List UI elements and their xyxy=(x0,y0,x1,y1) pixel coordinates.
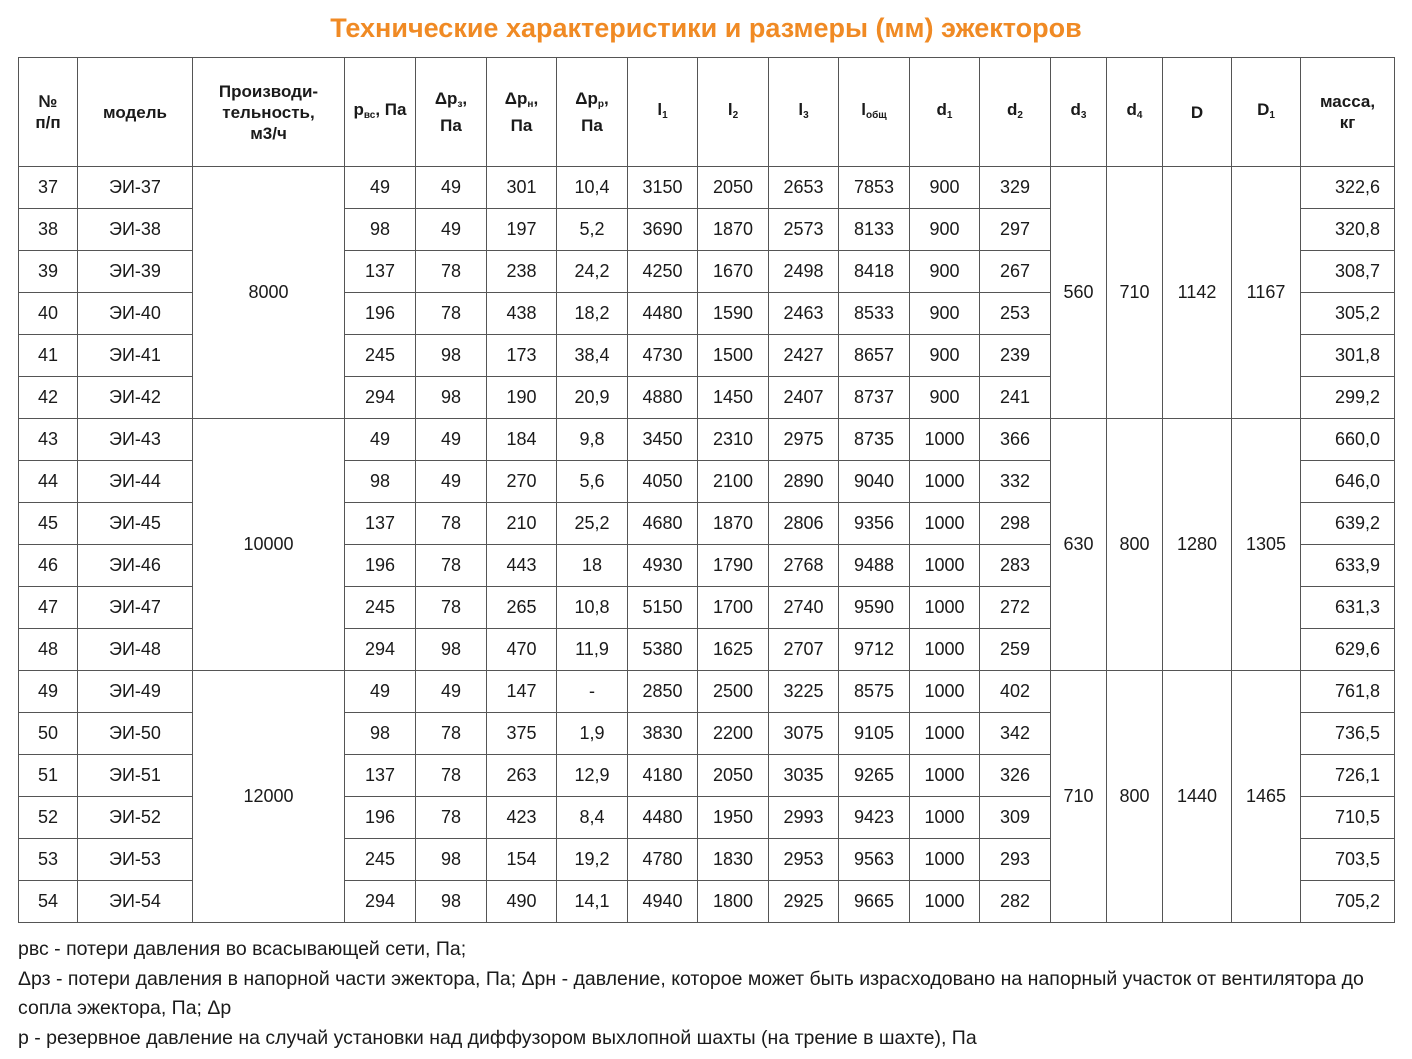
header-d1: $d_1$ xyxy=(910,58,980,167)
spec-table xyxy=(18,57,1395,923)
cell-num: 52 xyxy=(19,797,78,839)
cell-d2: 282 xyxy=(980,881,1051,923)
cell-l2: 2310 xyxy=(698,419,769,461)
cell-model: ЭИ-49 xyxy=(78,671,193,713)
cell-l3: 2463 xyxy=(769,293,839,335)
cell-dp-r: 24,2 xyxy=(557,251,628,293)
cell-p-vs: 49 xyxy=(345,671,416,713)
cell-l-total: 8575 xyxy=(839,671,910,713)
header-mass: масса, кг xyxy=(1301,58,1395,167)
cell-l1: 4050 xyxy=(628,461,698,503)
cell-num: 42 xyxy=(19,377,78,419)
cell-dp-z: 49 xyxy=(416,461,487,503)
cell-l2: 2500 xyxy=(698,671,769,713)
cell-l3: 2427 xyxy=(769,335,839,377)
cell-l3: 2925 xyxy=(769,881,839,923)
cell-p-vs: 98 xyxy=(345,209,416,251)
cell-p-vs: 294 xyxy=(345,629,416,671)
cell-l3: 2573 xyxy=(769,209,839,251)
cell-l1: 4930 xyxy=(628,545,698,587)
cell-l2: 1700 xyxy=(698,587,769,629)
cell-dp-z: 78 xyxy=(416,713,487,755)
cell-model: ЭИ-38 xyxy=(78,209,193,251)
cell-l1: 4680 xyxy=(628,503,698,545)
cell-num: 41 xyxy=(19,335,78,377)
cell-l-total: 9488 xyxy=(839,545,910,587)
cell-l1: 2850 xyxy=(628,671,698,713)
cell-p-vs: 98 xyxy=(345,461,416,503)
note-line: Δрз - потери давления в напорной части эжектора, Па; Δрн - давление, которое может быть израсходовано на напорный участок от вентилятора до сопла эжектора, Па; Δр xyxy=(18,967,1364,1019)
cell-l-total: 9712 xyxy=(839,629,910,671)
cell-d4: 710 xyxy=(1107,167,1163,419)
cell-d1: 1000 xyxy=(910,671,980,713)
cell-d1: 1000 xyxy=(910,881,980,923)
cell-dp-z: 98 xyxy=(416,881,487,923)
cell-model: ЭИ-37 xyxy=(78,167,193,209)
cell-l3: 2653 xyxy=(769,167,839,209)
cell-l2: 1830 xyxy=(698,839,769,881)
cell-d2: 241 xyxy=(980,377,1051,419)
cell-d2: 366 xyxy=(980,419,1051,461)
cell-l1: 5150 xyxy=(628,587,698,629)
cell-l3: 2993 xyxy=(769,797,839,839)
page-title: Технические характеристики и размеры (мм) эжекторов xyxy=(330,13,1082,43)
note-line: р - резервное давление на случай установки над диффузором выхлопной шахты (на трение в шахте), Па xyxy=(18,1026,977,1049)
cell-l2: 1500 xyxy=(698,335,769,377)
cell-mass: 308,7 xyxy=(1301,251,1395,293)
cell-l2: 2200 xyxy=(698,713,769,755)
cell-d1: 1000 xyxy=(910,755,980,797)
cell-D1: 1305 xyxy=(1232,419,1301,671)
cell-model: ЭИ-54 xyxy=(78,881,193,923)
cell-d2: 309 xyxy=(980,797,1051,839)
cell-dp-n: 375 xyxy=(487,713,557,755)
cell-dp-z: 98 xyxy=(416,335,487,377)
cell-dp-r: 11,9 xyxy=(557,629,628,671)
cell-p-vs: 137 xyxy=(345,251,416,293)
cell-dp-z: 78 xyxy=(416,251,487,293)
table-row xyxy=(19,167,1395,209)
cell-dp-r: 5,6 xyxy=(557,461,628,503)
cell-l2: 1625 xyxy=(698,629,769,671)
cell-model: ЭИ-52 xyxy=(78,797,193,839)
cell-dp-n: 270 xyxy=(487,461,557,503)
cell-dp-z: 49 xyxy=(416,167,487,209)
cell-l-total: 9563 xyxy=(839,839,910,881)
cell-dp-r: 18,2 xyxy=(557,293,628,335)
cell-l3: 3035 xyxy=(769,755,839,797)
header-num: № п/п xyxy=(19,58,78,167)
cell-l-total: 9040 xyxy=(839,461,910,503)
cell-dp-n: 147 xyxy=(487,671,557,713)
note-line: pвс - потери давления во всасывающей сети, Па; xyxy=(18,938,467,960)
cell-d4: 800 xyxy=(1107,419,1163,671)
cell-dp-r: 5,2 xyxy=(557,209,628,251)
cell-l2: 1870 xyxy=(698,503,769,545)
cell-mass: 301,8 xyxy=(1301,335,1395,377)
cell-p-vs: 196 xyxy=(345,293,416,335)
cell-num: 50 xyxy=(19,713,78,755)
cell-l-total: 8133 xyxy=(839,209,910,251)
cell-num: 39 xyxy=(19,251,78,293)
cell-model: ЭИ-39 xyxy=(78,251,193,293)
cell-d1: 1000 xyxy=(910,587,980,629)
cell-l1: 4480 xyxy=(628,293,698,335)
cell-l3: 2740 xyxy=(769,587,839,629)
cell-p-vs: 137 xyxy=(345,503,416,545)
notes xyxy=(18,935,1398,1053)
header-dp-r: $\Delta р_р$, Па xyxy=(557,58,628,167)
cell-p-vs: 137 xyxy=(345,755,416,797)
cell-dp-n: 438 xyxy=(487,293,557,335)
cell-num: 48 xyxy=(19,629,78,671)
cell-num: 49 xyxy=(19,671,78,713)
cell-d1: 1000 xyxy=(910,419,980,461)
cell-l1: 4780 xyxy=(628,839,698,881)
cell-l2: 1950 xyxy=(698,797,769,839)
cell-D: 1440 xyxy=(1163,671,1232,923)
cell-d4: 800 xyxy=(1107,671,1163,923)
cell-mass: 710,5 xyxy=(1301,797,1395,839)
cell-dp-z: 78 xyxy=(416,797,487,839)
cell-mass: 299,2 xyxy=(1301,377,1395,419)
cell-dp-z: 98 xyxy=(416,629,487,671)
cell-dp-n: 154 xyxy=(487,839,557,881)
cell-l2: 1450 xyxy=(698,377,769,419)
cell-dp-r: 19,2 xyxy=(557,839,628,881)
cell-p-vs: 49 xyxy=(345,167,416,209)
cell-num: 43 xyxy=(19,419,78,461)
cell-num: 37 xyxy=(19,167,78,209)
cell-dp-z: 49 xyxy=(416,671,487,713)
cell-dp-r: 10,4 xyxy=(557,167,628,209)
cell-d2: 259 xyxy=(980,629,1051,671)
cell-dp-z: 78 xyxy=(416,755,487,797)
cell-d2: 332 xyxy=(980,461,1051,503)
cell-l3: 2498 xyxy=(769,251,839,293)
cell-l2: 1790 xyxy=(698,545,769,587)
cell-model: ЭИ-41 xyxy=(78,335,193,377)
cell-dp-n: 238 xyxy=(487,251,557,293)
cell-d2: 239 xyxy=(980,335,1051,377)
cell-p-vs: 196 xyxy=(345,545,416,587)
cell-mass: 639,2 xyxy=(1301,503,1395,545)
cell-dp-n: 265 xyxy=(487,587,557,629)
cell-dp-r: - xyxy=(557,671,628,713)
cell-d1: 1000 xyxy=(910,461,980,503)
cell-dp-r: 12,9 xyxy=(557,755,628,797)
cell-l2: 2100 xyxy=(698,461,769,503)
cell-dp-z: 78 xyxy=(416,545,487,587)
cell-mass: 660,0 xyxy=(1301,419,1395,461)
cell-num: 44 xyxy=(19,461,78,503)
cell-l1: 4940 xyxy=(628,881,698,923)
cell-mass: 736,5 xyxy=(1301,713,1395,755)
cell-l-total: 9423 xyxy=(839,797,910,839)
cell-model: ЭИ-40 xyxy=(78,293,193,335)
cell-d1: 900 xyxy=(910,167,980,209)
cell-p-vs: 294 xyxy=(345,881,416,923)
cell-l-total: 9665 xyxy=(839,881,910,923)
cell-d2: 402 xyxy=(980,671,1051,713)
cell-l3: 2768 xyxy=(769,545,839,587)
cell-dp-n: 173 xyxy=(487,335,557,377)
cell-dp-n: 301 xyxy=(487,167,557,209)
header-performance: Производи- тельность, м3/ч xyxy=(193,58,345,167)
cell-l3: 2890 xyxy=(769,461,839,503)
cell-mass: 305,2 xyxy=(1301,293,1395,335)
cell-l1: 4730 xyxy=(628,335,698,377)
cell-d1: 1000 xyxy=(910,713,980,755)
cell-mass: 726,1 xyxy=(1301,755,1395,797)
cell-l1: 4480 xyxy=(628,797,698,839)
cell-l-total: 9356 xyxy=(839,503,910,545)
cell-l3: 2953 xyxy=(769,839,839,881)
cell-l2: 1590 xyxy=(698,293,769,335)
cell-d1: 1000 xyxy=(910,545,980,587)
header-dp-n: $\Delta р_н$, Па xyxy=(487,58,557,167)
cell-dp-r: 18 xyxy=(557,545,628,587)
cell-d2: 253 xyxy=(980,293,1051,335)
cell-num: 40 xyxy=(19,293,78,335)
cell-performance: 8000 xyxy=(193,167,345,419)
header-D1: $D_1$ xyxy=(1232,58,1301,167)
cell-dp-r: 9,8 xyxy=(557,419,628,461)
cell-mass: 631,3 xyxy=(1301,587,1395,629)
cell-dp-z: 49 xyxy=(416,419,487,461)
cell-mass: 320,8 xyxy=(1301,209,1395,251)
cell-l1: 3690 xyxy=(628,209,698,251)
cell-dp-n: 470 xyxy=(487,629,557,671)
cell-mass: 629,6 xyxy=(1301,629,1395,671)
cell-dp-n: 184 xyxy=(487,419,557,461)
cell-l-total: 8418 xyxy=(839,251,910,293)
cell-d1: 1000 xyxy=(910,629,980,671)
cell-l2: 1800 xyxy=(698,881,769,923)
cell-d1: 900 xyxy=(910,377,980,419)
cell-num: 46 xyxy=(19,545,78,587)
cell-l1: 4180 xyxy=(628,755,698,797)
cell-dp-r: 25,2 xyxy=(557,503,628,545)
cell-l-total: 8533 xyxy=(839,293,910,335)
cell-performance: 10000 xyxy=(193,419,345,671)
cell-d1: 900 xyxy=(910,293,980,335)
cell-mass: 703,5 xyxy=(1301,839,1395,881)
cell-dp-n: 197 xyxy=(487,209,557,251)
cell-d2: 293 xyxy=(980,839,1051,881)
cell-d1: 900 xyxy=(910,251,980,293)
cell-d2: 272 xyxy=(980,587,1051,629)
cell-model: ЭИ-44 xyxy=(78,461,193,503)
cell-num: 45 xyxy=(19,503,78,545)
cell-p-vs: 98 xyxy=(345,713,416,755)
cell-dp-r: 1,9 xyxy=(557,713,628,755)
cell-p-vs: 245 xyxy=(345,587,416,629)
cell-l3: 2806 xyxy=(769,503,839,545)
cell-mass: 322,6 xyxy=(1301,167,1395,209)
table-body xyxy=(19,167,1395,923)
cell-p-vs: 196 xyxy=(345,797,416,839)
header-d4: $d_4$ xyxy=(1107,58,1163,167)
cell-p-vs: 245 xyxy=(345,335,416,377)
cell-model: ЭИ-42 xyxy=(78,377,193,419)
cell-model: ЭИ-53 xyxy=(78,839,193,881)
cell-num: 51 xyxy=(19,755,78,797)
header-model: модель xyxy=(78,58,193,167)
cell-l3: 2707 xyxy=(769,629,839,671)
cell-num: 53 xyxy=(19,839,78,881)
cell-d1: 1000 xyxy=(910,503,980,545)
cell-l3: 3225 xyxy=(769,671,839,713)
cell-dp-z: 98 xyxy=(416,839,487,881)
cell-d3: 560 xyxy=(1051,167,1107,419)
cell-dp-n: 443 xyxy=(487,545,557,587)
cell-d3: 710 xyxy=(1051,671,1107,923)
cell-l-total: 9105 xyxy=(839,713,910,755)
cell-dp-n: 423 xyxy=(487,797,557,839)
cell-l-total: 7853 xyxy=(839,167,910,209)
cell-dp-n: 190 xyxy=(487,377,557,419)
cell-p-vs: 245 xyxy=(345,839,416,881)
cell-d2: 283 xyxy=(980,545,1051,587)
cell-l3: 2407 xyxy=(769,377,839,419)
cell-l-total: 8735 xyxy=(839,419,910,461)
header-l-total: $l_{общ}$ xyxy=(839,58,910,167)
cell-model: ЭИ-50 xyxy=(78,713,193,755)
cell-num: 38 xyxy=(19,209,78,251)
cell-model: ЭИ-48 xyxy=(78,629,193,671)
header-p-vs: $р_{вс}$, Па xyxy=(345,58,416,167)
cell-model: ЭИ-47 xyxy=(78,587,193,629)
cell-d3: 630 xyxy=(1051,419,1107,671)
cell-mass: 705,2 xyxy=(1301,881,1395,923)
cell-l2: 1670 xyxy=(698,251,769,293)
cell-D: 1142 xyxy=(1163,167,1232,419)
cell-dp-z: 49 xyxy=(416,209,487,251)
cell-d2: 326 xyxy=(980,755,1051,797)
cell-dp-n: 263 xyxy=(487,755,557,797)
header-d3: $d_3$ xyxy=(1051,58,1107,167)
cell-mass: 646,0 xyxy=(1301,461,1395,503)
cell-l1: 4250 xyxy=(628,251,698,293)
cell-l-total: 9265 xyxy=(839,755,910,797)
cell-model: ЭИ-51 xyxy=(78,755,193,797)
cell-num: 54 xyxy=(19,881,78,923)
header-l1: $l_1$ xyxy=(628,58,698,167)
cell-l3: 2975 xyxy=(769,419,839,461)
cell-mass: 761,8 xyxy=(1301,671,1395,713)
cell-l1: 5380 xyxy=(628,629,698,671)
cell-model: ЭИ-45 xyxy=(78,503,193,545)
cell-l2: 1870 xyxy=(698,209,769,251)
cell-D1: 1167 xyxy=(1232,167,1301,419)
cell-D1: 1465 xyxy=(1232,671,1301,923)
cell-l1: 4880 xyxy=(628,377,698,419)
cell-dp-n: 490 xyxy=(487,881,557,923)
table-row xyxy=(19,419,1395,461)
cell-d2: 267 xyxy=(980,251,1051,293)
cell-l-total: 8657 xyxy=(839,335,910,377)
cell-dp-r: 38,4 xyxy=(557,335,628,377)
cell-l-total: 8737 xyxy=(839,377,910,419)
cell-l-total: 9590 xyxy=(839,587,910,629)
cell-l1: 3150 xyxy=(628,167,698,209)
cell-num: 47 xyxy=(19,587,78,629)
cell-model: ЭИ-46 xyxy=(78,545,193,587)
table-row xyxy=(19,671,1395,713)
cell-l3: 3075 xyxy=(769,713,839,755)
header-d2: $d_2$ xyxy=(980,58,1051,167)
cell-l1: 3450 xyxy=(628,419,698,461)
cell-dp-r: 20,9 xyxy=(557,377,628,419)
cell-dp-z: 98 xyxy=(416,377,487,419)
cell-l2: 2050 xyxy=(698,167,769,209)
cell-d2: 329 xyxy=(980,167,1051,209)
cell-d2: 298 xyxy=(980,503,1051,545)
cell-l2: 2050 xyxy=(698,755,769,797)
cell-mass: 633,9 xyxy=(1301,545,1395,587)
cell-d1: 1000 xyxy=(910,839,980,881)
cell-d1: 1000 xyxy=(910,797,980,839)
cell-dp-n: 210 xyxy=(487,503,557,545)
cell-p-vs: 294 xyxy=(345,377,416,419)
cell-p-vs: 49 xyxy=(345,419,416,461)
header-dp-z: $\Delta р_з$, Па xyxy=(416,58,487,167)
cell-d2: 342 xyxy=(980,713,1051,755)
cell-d1: 900 xyxy=(910,335,980,377)
cell-dp-r: 10,8 xyxy=(557,587,628,629)
cell-d1: 900 xyxy=(910,209,980,251)
cell-model: ЭИ-43 xyxy=(78,419,193,461)
cell-l1: 3830 xyxy=(628,713,698,755)
cell-dp-z: 78 xyxy=(416,587,487,629)
header-D: D xyxy=(1163,58,1232,167)
cell-D: 1280 xyxy=(1163,419,1232,671)
cell-dp-z: 78 xyxy=(416,503,487,545)
header-l2: $l_2$ xyxy=(698,58,769,167)
cell-dp-r: 8,4 xyxy=(557,797,628,839)
cell-dp-z: 78 xyxy=(416,293,487,335)
header-row xyxy=(19,58,1395,167)
header-l3: $l_3$ xyxy=(769,58,839,167)
cell-dp-r: 14,1 xyxy=(557,881,628,923)
cell-performance: 12000 xyxy=(193,671,345,923)
cell-d2: 297 xyxy=(980,209,1051,251)
